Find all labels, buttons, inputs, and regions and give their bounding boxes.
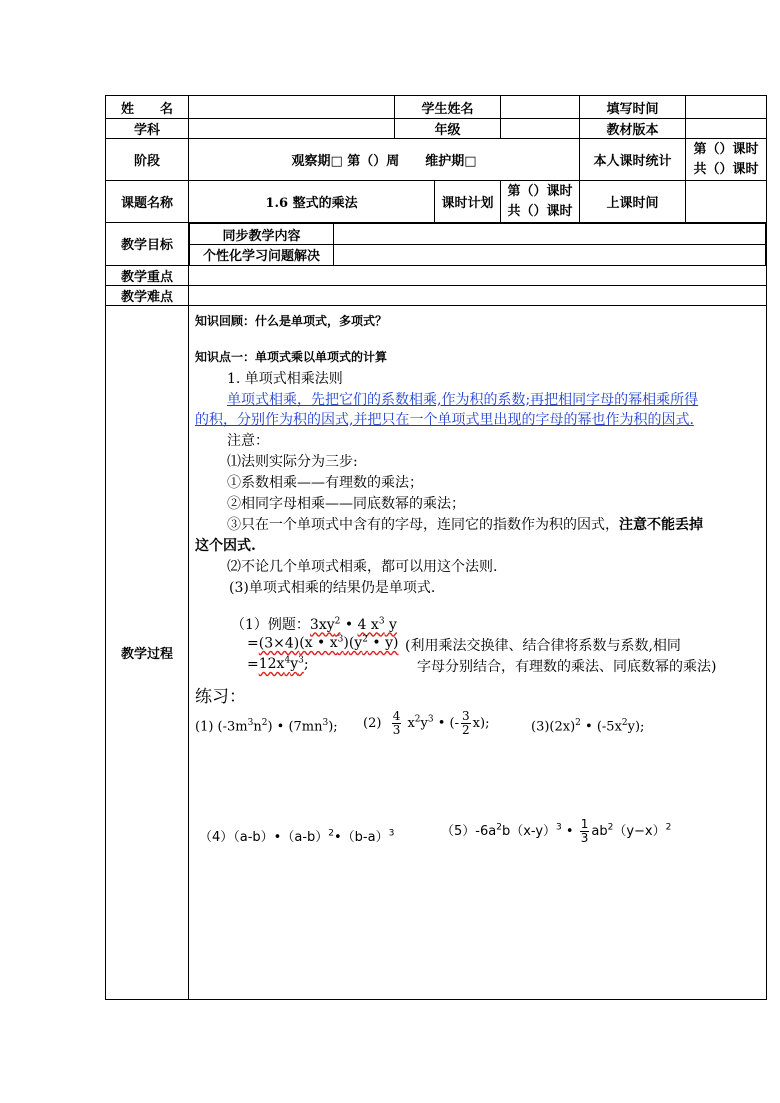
focus-label: 教学重点	[106, 265, 189, 285]
goals-subtable	[189, 223, 766, 265]
practice-title: 练习：	[195, 686, 246, 707]
focus-field[interactable]	[189, 265, 767, 285]
note-1c	[227, 514, 703, 534]
fill-time-field[interactable]	[686, 96, 767, 119]
note-3: (3)单项式相乘的结果仍是单项式.	[229, 579, 436, 596]
subject-label: 学科	[106, 119, 189, 139]
practice-3: $(3)(2x)^2$ • $(-5x^2y)$;	[531, 717, 645, 734]
class-time-label: 上课时间	[580, 181, 686, 223]
practice-4: $(4)(a-b)•(a-b)^2•(b-a)^3$	[199, 828, 395, 845]
knowledge-point-1: 知识点一：单项式乘以单项式的计算	[195, 349, 388, 364]
personal-stat-label: 本人课时统计	[580, 139, 686, 181]
name-field[interactable]	[189, 96, 395, 119]
rule-line-2: 的积，分别作为积的因式,并把只在一个单项式里出现的字母的幂也作为积的因式.	[195, 411, 694, 428]
process-content	[189, 305, 767, 999]
fraction-four-thirds: $\frac{4}{3}$	[392, 708, 401, 737]
textbook-field[interactable]	[686, 119, 767, 139]
personal-stat-line-2: 共（）课时	[693, 161, 759, 177]
subject-field[interactable]	[189, 119, 395, 139]
goal-sync: 同步教学内容	[190, 224, 334, 245]
goal-personal: 个性化学习问题解决	[190, 245, 334, 265]
student-name-field[interactable]	[501, 96, 580, 119]
process-label: 教学过程	[106, 305, 189, 999]
plan-value	[501, 181, 580, 223]
plan-line-2: 共（）课时	[507, 203, 573, 219]
example-line-1: （1）例题：$3xy^2$ • 4 $x^3$ y	[231, 615, 397, 633]
note-1c-plain: ③只在一个单项式中含有的字母，连同它的指数作为积的因式，	[227, 516, 619, 533]
student-name-label: 学生姓名	[395, 96, 501, 119]
note-1b: ②相同字母相乘——同底数幂的乘法；	[227, 495, 465, 512]
rule-line-1: 单项式相乘，先把它们的系数相乘,作为积的系数;再把相同字母的幂相乘所得	[227, 391, 699, 408]
fraction-three-halves: $\frac{3}{2}$	[462, 708, 470, 737]
grade-label: 年级	[395, 119, 501, 139]
note-1a: ①系数相乘——有理数的乘法；	[227, 474, 423, 491]
goal-sync-field[interactable]	[334, 224, 766, 245]
stage-label: 阶段	[106, 139, 189, 181]
example-line-2: =(3×4)(x • $x^3)(y^2$ • y)	[247, 634, 399, 652]
class-time-field[interactable]	[686, 181, 767, 223]
difficulty-label: 教学难点	[106, 285, 189, 305]
example-line-3: $=12x^4y^3$;	[247, 655, 309, 673]
fraction-one-third: $\frac{1}{3}$	[580, 816, 589, 845]
lesson-record-form	[105, 95, 767, 1000]
note-1: ⑴法则实际分为三步:	[227, 453, 358, 470]
goals-label: 教学目标	[106, 223, 189, 266]
example-note-2: 字母分别结合，有理数的乘法、同底数幂的乘法)	[417, 658, 717, 675]
rule-title: 1. 单项式相乘法则	[227, 370, 343, 387]
practice-1: (1) $(-3m^3n^2)$ • $(7mn^3)$;	[195, 717, 338, 734]
topic-label: 课题名称	[106, 181, 189, 223]
stage-value: 观察期□ 第（）周 维护期□	[189, 139, 580, 181]
note-title: 注意：	[227, 432, 269, 449]
name-label: 姓 名	[106, 96, 189, 119]
personal-stat-line-1: 第（）课时	[693, 141, 759, 157]
example-label: （1）例题：	[231, 616, 310, 633]
grade-field[interactable]	[501, 119, 580, 139]
fill-time-label: 填写时间	[580, 96, 686, 119]
plan-label: 课时计划	[435, 181, 501, 223]
goal-personal-field[interactable]	[334, 245, 766, 265]
personal-stat-value	[686, 139, 767, 181]
goals-cell	[189, 223, 767, 266]
note-2: ⑵不论几个单项式相乘，都可以用这个法则.	[227, 558, 498, 575]
review-question: 知识回顾：什么是单项式，多项式？	[195, 313, 388, 328]
note-1c-cont: 这个因式.	[195, 537, 256, 554]
difficulty-field[interactable]	[189, 285, 767, 305]
note-1c-bold: 注意不能丢掉	[619, 516, 703, 533]
topic-value: 1.6 整式的乘法	[189, 181, 435, 223]
example-note-1: (利用乘法交换律、结合律将系数与系数,相同	[405, 637, 681, 654]
practice-5: $(5)-6a^2b(x-y)^3$ • $\frac{1}{3}$ $ab^2(y-x)^2$	[441, 816, 672, 845]
plan-line-1: 第（）课时	[507, 183, 573, 199]
textbook-label: 教材版本	[580, 119, 686, 139]
practice-2: (2) $\frac{4}{3}$ $x^2y^3$ • (- $\frac{3}{2}$ x);	[363, 708, 490, 737]
